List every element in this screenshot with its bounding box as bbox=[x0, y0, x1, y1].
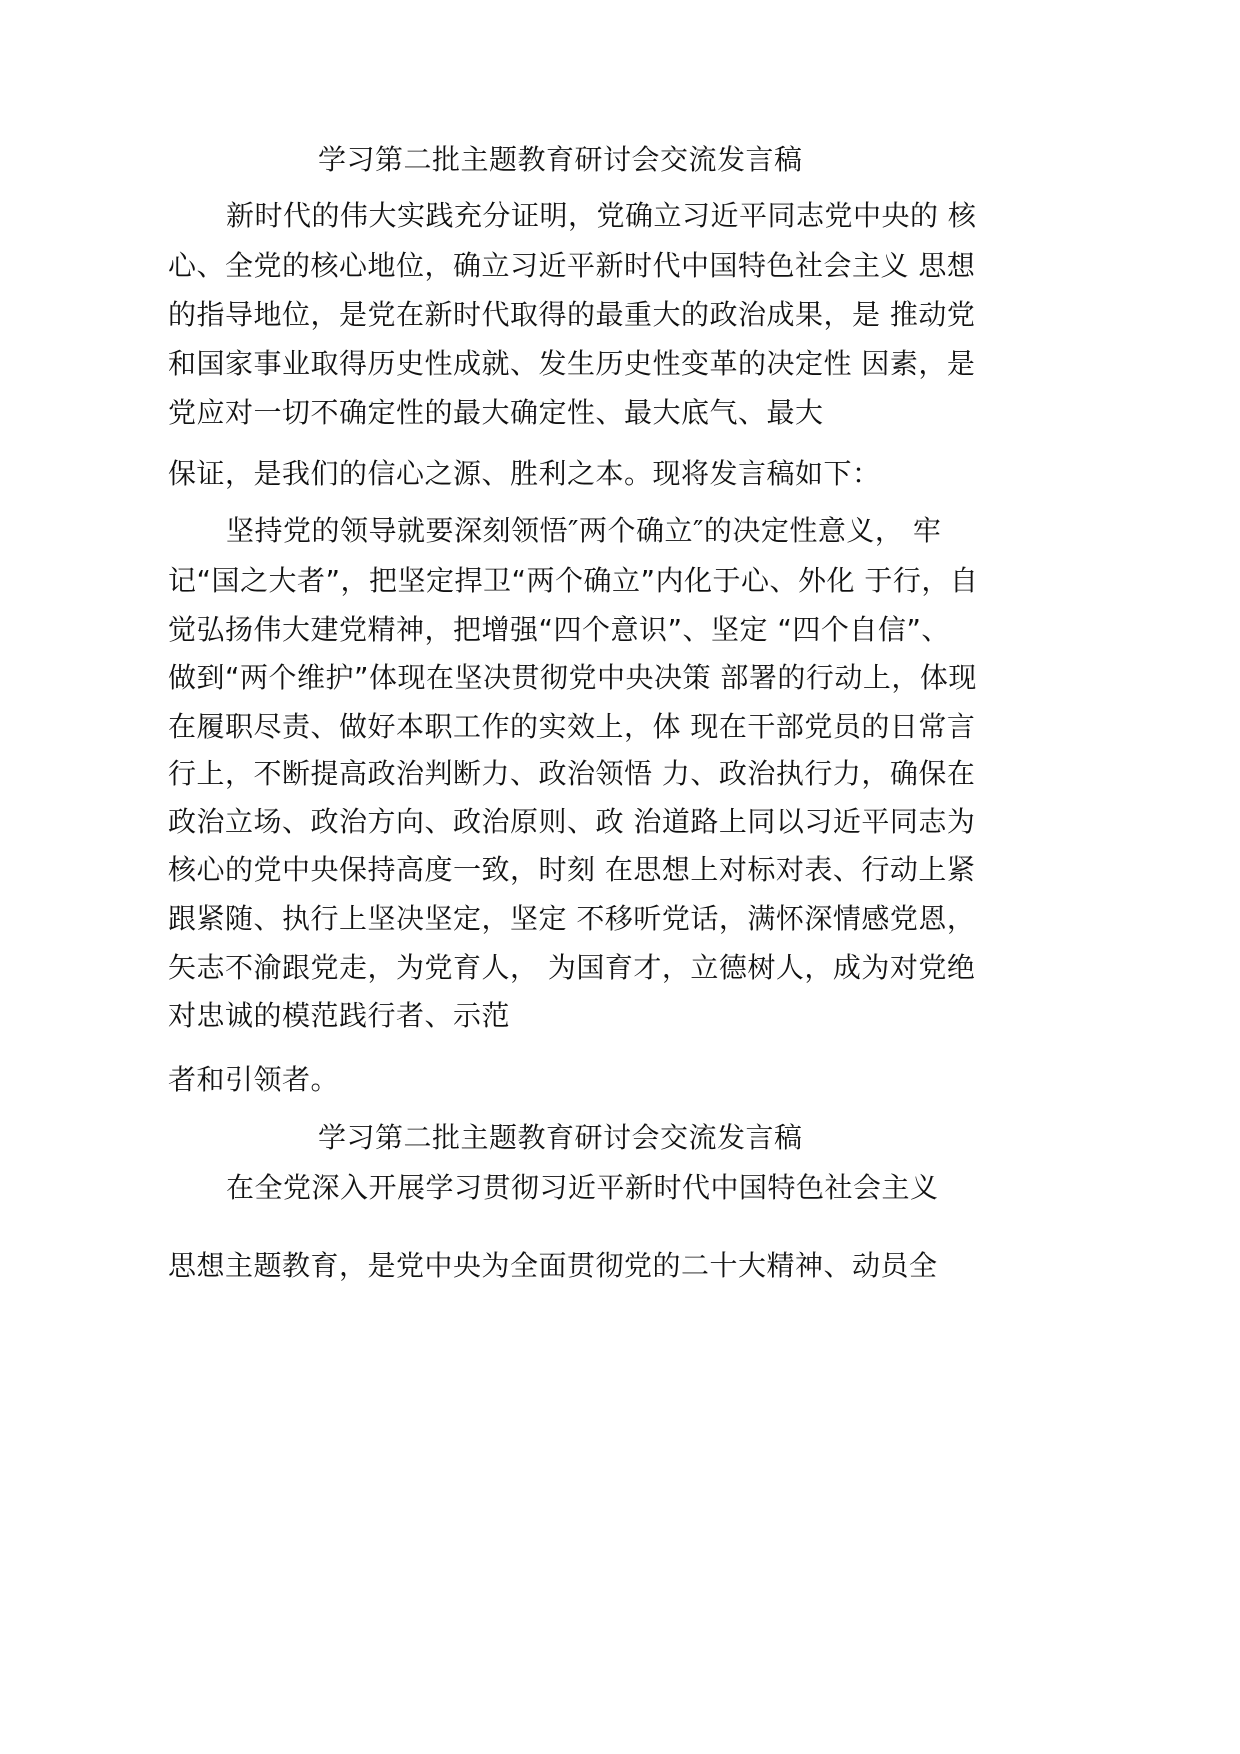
text-line: 行上，不断提高政治判断力、政治领悟 力、政治执行力，确保在 bbox=[168, 757, 976, 790]
text-line: 觉弘扬伟大建党精神，把增强“四个意识”、坚定 “四个自信”、 bbox=[168, 613, 950, 646]
text-line: 新时代的伟大实践充分证明，党确立习近平同志党中央的 核 bbox=[226, 199, 977, 232]
text-line: 政治立场、政治方向、政治原则、政 治道路上同以习近平同志为 bbox=[168, 805, 976, 838]
text-line: 做到“两个维护”体现在坚决贯彻党中央决策 部署的行动上，体现 bbox=[168, 661, 977, 694]
document-title: 学习第二批主题教育研讨会交流发言稿 bbox=[318, 143, 803, 176]
text-line: 核心的党中央保持高度一致，时刻 在思想上对标对表、行动上紧 bbox=[168, 853, 976, 886]
text-line: 保证，是我们的信心之源、胜利之本。现将发言稿如下： bbox=[168, 457, 881, 490]
text-line: 在履职尽责、做好本职工作的实效上，体 现在干部党员的日常言 bbox=[168, 710, 976, 743]
text-line: 对忠诚的模范践行者、示范 bbox=[168, 999, 511, 1032]
text-line: 矢志不渝跟党走，为党育人， 为国育才，立德树人，成为对党绝 bbox=[168, 951, 976, 984]
text-line: 跟紧随、执行上坚决坚定，坚定 不移听党话，满怀深情感党恩， bbox=[168, 902, 976, 935]
text-line: 在全党深入开展学习贯彻习近平新时代中国特色社会主义 bbox=[226, 1171, 939, 1204]
text-line: 党应对一切不确定性的最大确定性、最大底气、最大 bbox=[168, 396, 824, 429]
text-line: 思想主题教育，是党中央为全面贯彻党的二十大精神、动员全 bbox=[168, 1249, 938, 1282]
text-line: 的指导地位，是党在新时代取得的最重大的政治成果，是 推动党 bbox=[168, 298, 976, 331]
text-line: 坚持党的领导就要深刻领悟″两个确立″的决定性意义， 牢 bbox=[226, 514, 942, 547]
text-line: 心、全党的核心地位，确立习近平新时代中国特色社会主义 思想 bbox=[168, 249, 976, 282]
text-line: 记“国之大者”，把坚定捍卫“两个确立”内化于心、外化 于行，自 bbox=[168, 564, 979, 597]
text-line: 者和引领者。 bbox=[168, 1063, 340, 1096]
text-line: 和国家事业取得历史性成就、发生历史性变革的决定性 因素，是 bbox=[168, 347, 976, 380]
document-title: 学习第二批主题教育研讨会交流发言稿 bbox=[318, 1121, 803, 1154]
